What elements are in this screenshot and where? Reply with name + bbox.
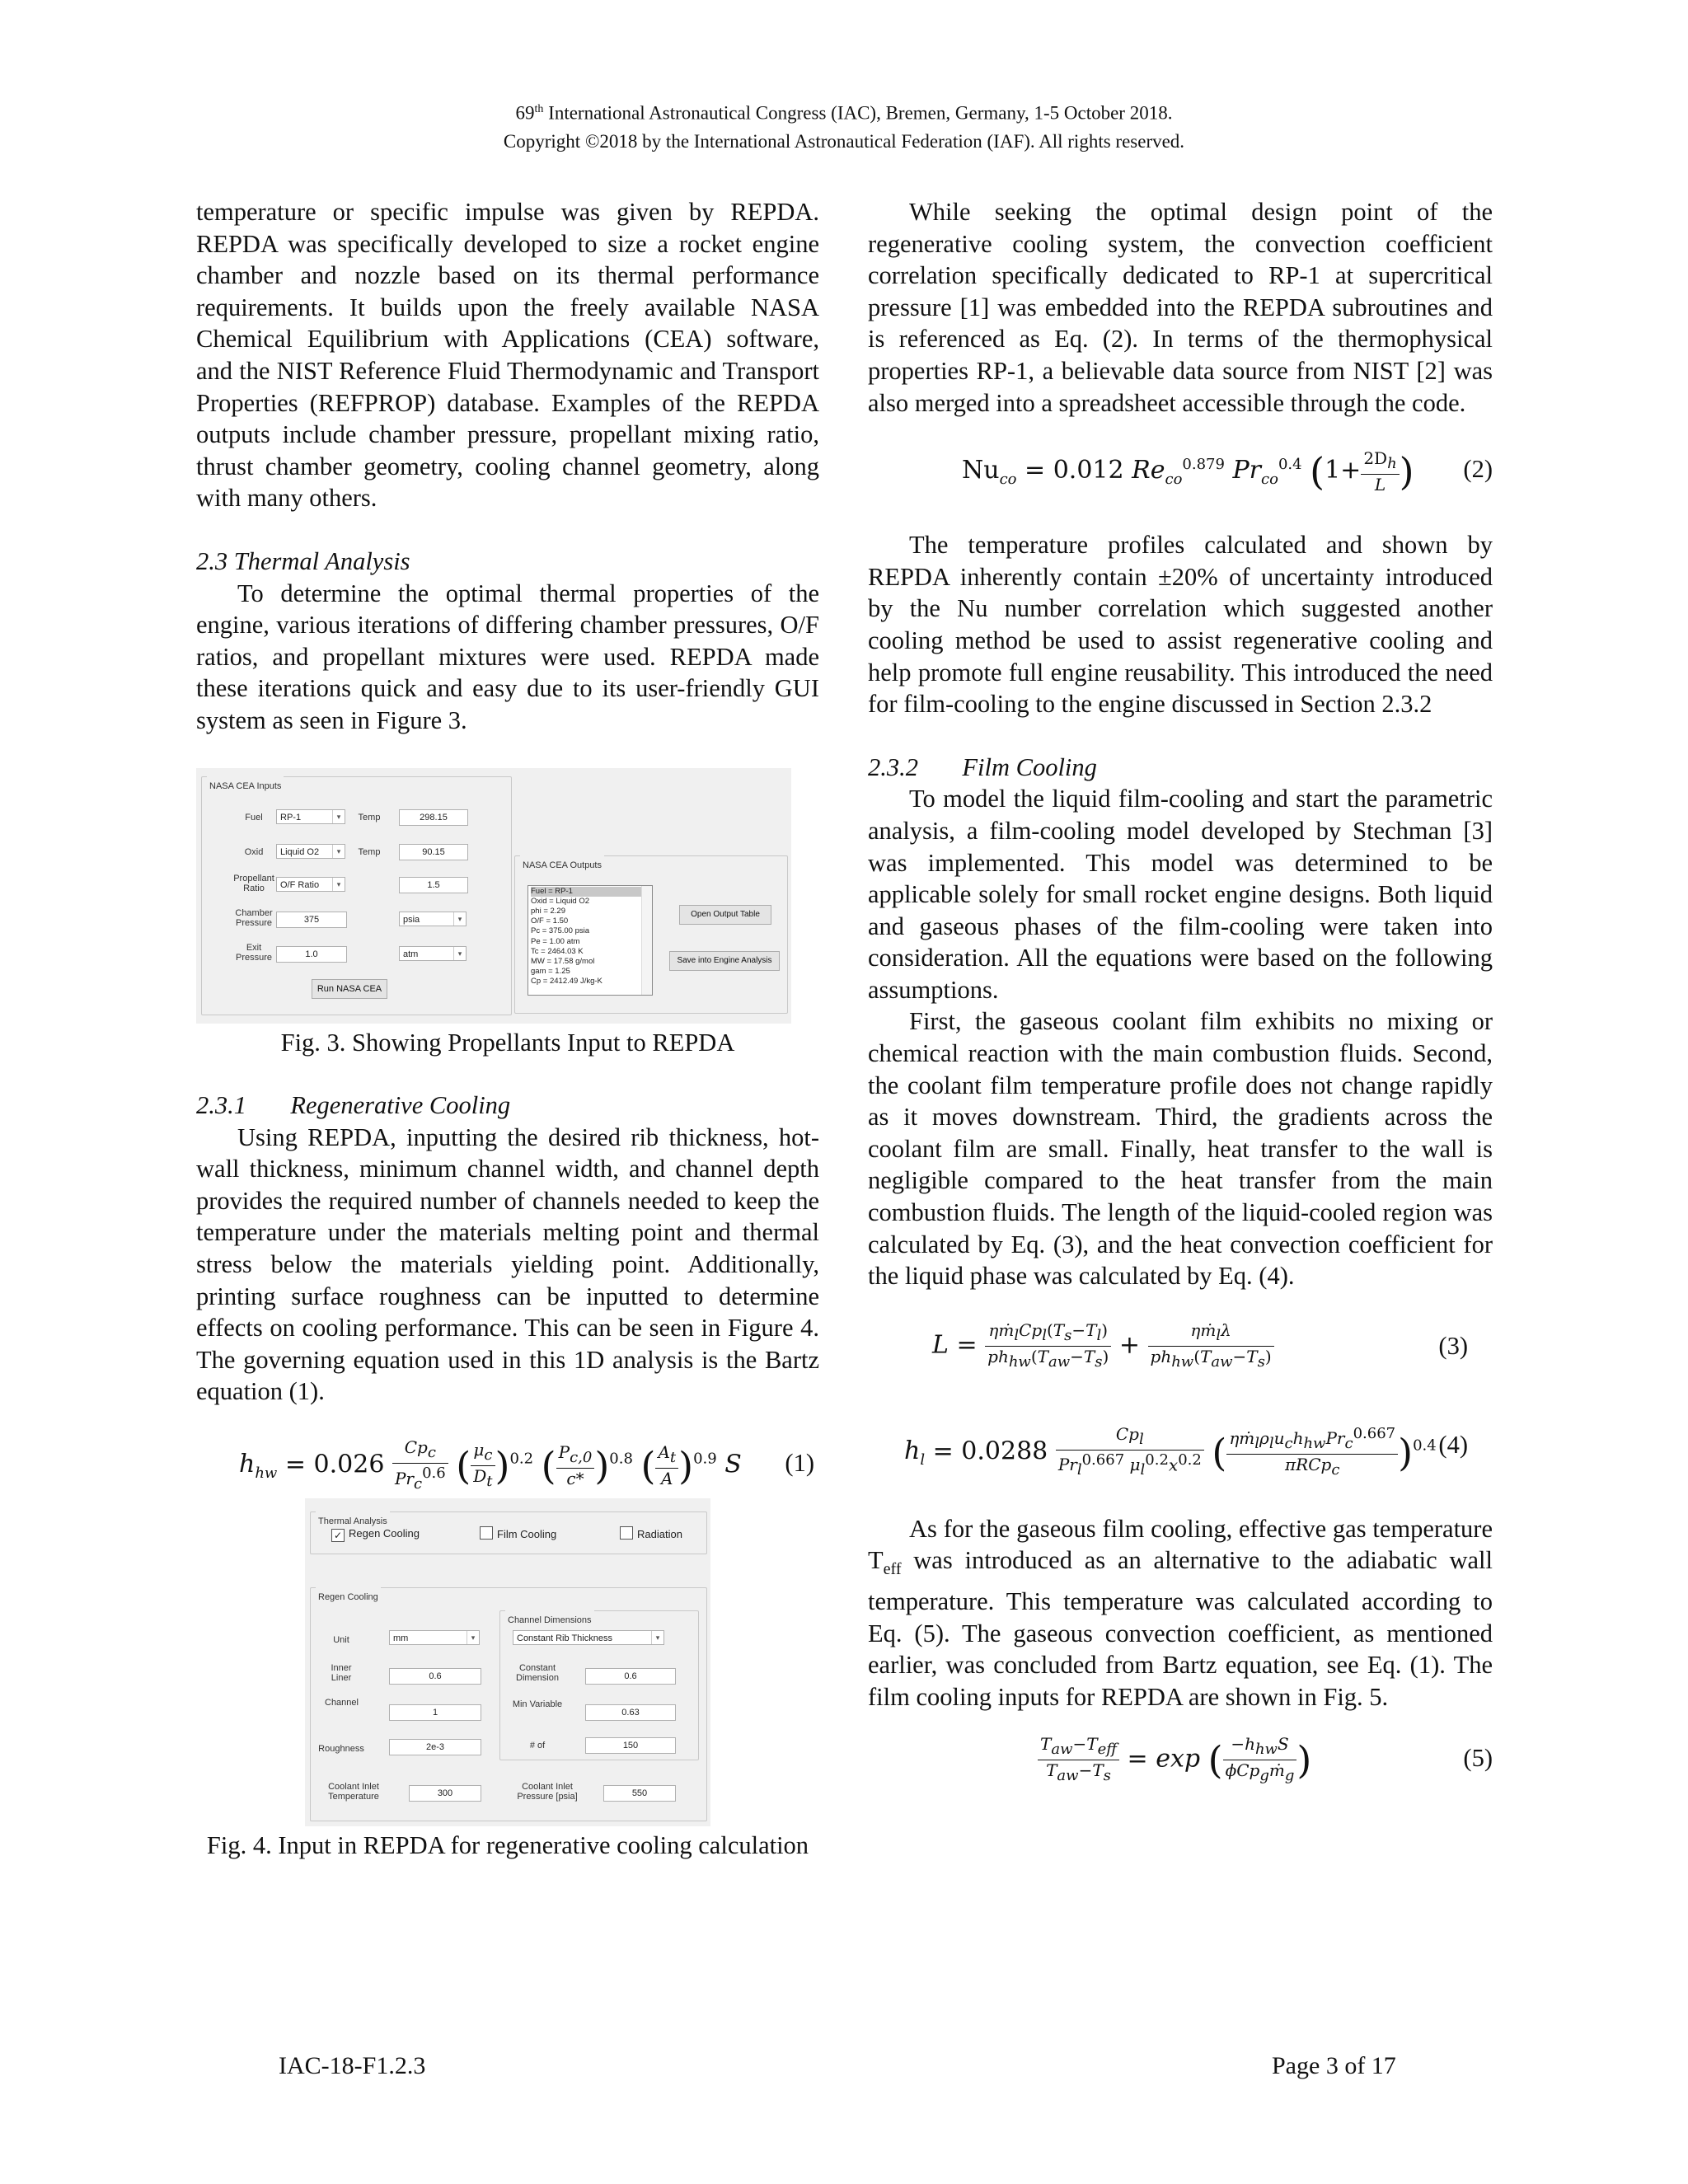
- chevron-down-icon: ▾: [467, 1631, 479, 1644]
- fuel-select[interactable]: RP-1 ▾: [276, 809, 345, 824]
- paragraph: The temperature profiles calculated and shown by REPDA inherently contain ±20% of uncertainty introduced by the Nu number correlation which suggested another cooling method be used to assist regenerative cooling and help promote full engine reusability. This introduced the need for film-cooling to the engine discussed in Section 2.3.2: [868, 531, 1493, 719]
- roughness-input[interactable]: 2e-3: [389, 1739, 481, 1755]
- figure-3-cea-gui: NASA CEA Inputs Fuel RP-1 ▾ Temp 298.15 Oxid Liquid O2 ▾ Temp 90.15 Propellant Ratio O/F Ratio ▾ 1.5 Chamber Pressure 375 psia ▾ Exit Pressure 1.0 atm ▾ Run NASA CEA NASA CEA Outputs Fuel = RP-1 Oxid = Liquid O2 phi = 2.29 O/F = 1.50 Pc = 375.00 psia Pe = 1.00 atm Tc = 2464.03 K MW = 17.58 g/mol gam = 1.25 Cp = 2412.49 J/kg-K Open Output Table Save into Engine Analysis: [196, 768, 791, 1024]
- oxid-temp-input[interactable]: 90.15: [399, 844, 468, 860]
- coolant-inlet-pressure-input[interactable]: 550: [603, 1785, 676, 1802]
- nasa-cea-outputs-panel: NASA CEA Outputs: [514, 855, 788, 1014]
- page-header: [0, 96, 1688, 156]
- figure-4-caption: Fig. 4. Input in REPDA for regenerative cooling calculation: [206, 1831, 809, 1860]
- thermal-analysis-panel: Thermal Analysis: [310, 1511, 707, 1554]
- chevron-down-icon: ▾: [453, 947, 466, 960]
- right-column: [868, 196, 1493, 1805]
- constant-dimension-input[interactable]: 0.6: [585, 1668, 676, 1685]
- section-heading-2-3: 2.3 Thermal Analysis: [196, 546, 410, 575]
- film-cooling-checkbox[interactable]: Film Cooling: [480, 1526, 556, 1542]
- oxid-select[interactable]: Liquid O2 ▾: [276, 844, 345, 859]
- exit-pressure-input[interactable]: 1.0: [276, 946, 347, 963]
- paragraph: While seeking the optimal design point of the regenerative cooling system, the convection coefficient correlation specifically dedicated to RP-1 at supercritical pressure [1] was embedded into the REPDA subroutines and is referenced as Eq. (2). In terms of the thermophysical properties RP-1, a believable data source from NIST [2] was also merged into a spreadsheet accessible through the code.: [868, 198, 1493, 417]
- scrollbar[interactable]: [641, 886, 652, 995]
- chevron-down-icon: ▾: [453, 912, 466, 926]
- open-output-table-button[interactable]: Open Output Table: [679, 905, 771, 925]
- cea-output-row[interactable]: Pe = 1.00 atm: [531, 936, 580, 946]
- cea-output-row[interactable]: MW = 17.58 g/mol: [531, 956, 595, 966]
- radiation-checkbox[interactable]: Radiation: [620, 1526, 682, 1542]
- cea-output-row[interactable]: Oxid = Liquid O2: [531, 896, 590, 906]
- cea-output-row[interactable]: phi = 2.29: [531, 906, 565, 916]
- cea-output-row[interactable]: Tc = 2464.03 K: [531, 946, 584, 956]
- chevron-down-icon: ▾: [651, 1631, 663, 1644]
- paragraph: To model the liquid film-cooling and start the parametric analysis, a film-cooling model developed by Stechman [3] was implemented. This model was determined to be applicable solely for small rocket engine designs. Both liquid and gaseous phases of the film-cooling were taken into consideration. All the equations were based on the following assumptions.: [868, 785, 1493, 1004]
- paragraph: temperature or specific impulse was given by REPDA. REPDA was specifically developed to size a rocket engine chamber and nozzle based on its thermal performance requirements. It builds upon the freely available NASA Chemical Equilibrium with Applications (CEA) software, and the NIST Reference Fluid Thermodynamic and Transport Properties (REFPROP) database. Examples of the REPDA outputs include chamber pressure, propellant mixing ratio, thrust chamber geometry, cooling channel geometry, along with many others.: [196, 198, 819, 513]
- run-nasa-cea-button[interactable]: Run NASA CEA: [312, 979, 387, 999]
- cea-output-row[interactable]: Pc = 375.00 psia: [531, 926, 590, 936]
- chevron-down-icon: ▾: [332, 878, 345, 891]
- conference-line: 69th International Astronautical Congress (IAC), Bremen, Germany, 1-5 October 2018.: [515, 102, 1173, 124]
- cea-output-list[interactable]: [528, 885, 653, 996]
- figure-4-regen-gui: Thermal Analysis ✓ Regen Cooling Film Cooling Radiation Regen Cooling Unit mm ▾ Inner Liner 0.6 Channel 1 Roughness 2e-3 Channel Dimensions Constant Rib Thickness ▾ Constant Dimension 0.6 Min Variable 0.63 # of 150 Coolant Inlet Temperature 300 Coolant Inlet Pressure [psia] 550: [305, 1498, 710, 1826]
- nasa-cea-inputs-panel: NASA CEA Inputs: [201, 776, 512, 1015]
- copyright-line: Copyright ©2018 by the International Astronautical Federation (IAF). All rights reserved.: [503, 130, 1185, 152]
- equation-3: L = $\frac{\eta ṁ_lCp_l(T_s-T_l)}{ph_{hw}(T_{aw}-T_s)}$ + $\frac{\eta ṁ_l\lambda}{ph_{hw}(T_{aw}-T_s)}$ (3): [932, 1319, 1468, 1371]
- fuel-temp-input[interactable]: 298.15: [399, 809, 468, 826]
- section-heading-2-3-1: 2.3.1 Regenerative Cooling: [196, 1091, 511, 1120]
- chevron-down-icon: ▾: [332, 845, 345, 858]
- ratio-input[interactable]: 1.5: [399, 877, 468, 893]
- equation-1: $h_{hw} = 0.026$ $\frac{Cp_c}{Pr_c^{0.6}}$ ( $\frac{\mu_c}{D_t}$ )$^{0.2}$ ( $\frac{P_{c,0}}{c*}$ )$^{0.8}$ ( $\frac{A_t}{A}$ )$^{0.9}$ S (1): [239, 1437, 814, 1493]
- paragraph: Using REPDA, inputting the desired rib thickness, hot-wall thickness, minimum channel width, and channel depth provides the required number of channels needed to keep the temperature under the materials melting point and thermal stress below the materials yielding point. Additionally, printing surface roughness can be inputted to determine effects on cooling performance. This can be seen in Figure 4. The governing equation used in this 1D analysis is the Bartz equation (1).: [196, 1122, 819, 1406]
- section-heading-2-3-2: 2.3.2 Film Cooling: [868, 752, 1097, 781]
- channel-dimensions-panel: Channel Dimensions: [499, 1610, 699, 1760]
- left-column: [196, 196, 819, 1862]
- cea-output-row[interactable]: O/F = 1.50: [531, 916, 569, 926]
- equation-2: $Nu_{co} = 0.012$ $Re_{co}^{0.879}$ $Pr_{co}^{0.4}$ (1+ $\frac{2D_h}{L}$ ) (2): [962, 448, 1493, 495]
- footer-page-number: Page 3 of 17: [1272, 2052, 1396, 2079]
- equation-4: $h_l = 0.0288$ $\frac{Cp_l}{Pr_l^{0.667} \mu_l^{0.2}x^{0.2}}$ ( $\frac{\eta ṁ_l\rho_lu_ch_{hw}Pr_c^{0.667}}{\pi RCp_c}$ )$^{0.4}$ (4): [904, 1423, 1468, 1479]
- cea-output-row[interactable]: Fuel = RP-1: [531, 887, 649, 897]
- regen-cooling-panel: Regen Cooling: [310, 1587, 707, 1821]
- paragraph: As for the gaseous film cooling, effective gas temperature $T_{eff}$ was introduced as an alternative to the adiabatic wall temperature. This temperature was calculated according to Eq. (5). The gaseous convection coefficient, as mentioned earlier, was concluded from Bartz equation, see Eq. (1). The film cooling inputs for REPDA are shown in Fig. 5.: [868, 1514, 1493, 1711]
- chamber-pressure-input[interactable]: 375: [276, 912, 347, 928]
- paragraph: To determine the optimal thermal properties of the engine, various iterations of differing chamber pressures, O/F ratios, and propellant mixtures were used. REPDA made these iterations quick and easy due to its user-friendly GUI system as seen in Figure 3.: [196, 579, 819, 734]
- footer-paper-id: IAC-18-F1.2.3: [279, 2052, 426, 2079]
- check-icon: ✓: [331, 1529, 345, 1542]
- cea-output-row[interactable]: gam = 1.25: [531, 967, 570, 977]
- number-of-channels-input[interactable]: 150: [585, 1737, 676, 1754]
- paragraph: First, the gaseous coolant film exhibits no mixing or chemical reaction with the main combustion fluids. Second, the coolant film temperature profile does not change rapidly as it moves downstream. Third, the gradients across the coolant film are small. Finally, heat transfer to the wall is negligible compared to the heat transfer from the main combustion fluids. The length of the liquid-cooled region was calculated by Eq. (3), and the heat convection coefficient for the liquid phase was calculated by Eq. (4).: [868, 1007, 1493, 1291]
- save-into-engine-analysis-button[interactable]: Save into Engine Analysis: [669, 951, 780, 971]
- equation-5: $\frac{T_{aw}-T_{eff}}{T_{aw}-T_s}$ = exp ( $\frac{-h_{hw}S}{\phi Cp_gṁ_g}$ ) (5): [868, 1731, 1493, 1805]
- chevron-down-icon: ▾: [332, 810, 345, 823]
- min-variable-input[interactable]: 0.63: [585, 1704, 676, 1721]
- regen-cooling-checkbox[interactable]: ✓ Regen Cooling: [331, 1526, 420, 1542]
- inner-liner-input[interactable]: 0.6: [389, 1668, 481, 1685]
- ratio-type-select[interactable]: O/F Ratio ▾: [276, 877, 345, 892]
- exit-unit-select[interactable]: atm ▾: [399, 946, 467, 961]
- cea-output-row[interactable]: Cp = 2412.49 J/kg-K: [531, 977, 603, 987]
- coolant-inlet-temperature-input[interactable]: 300: [409, 1785, 481, 1802]
- channel-input[interactable]: 1: [389, 1704, 481, 1721]
- figure-3-caption: Fig. 3. Showing Propellants Input to REPDA: [280, 1028, 735, 1057]
- chamber-unit-select[interactable]: psia ▾: [399, 912, 467, 926]
- unit-select[interactable]: mm ▾: [389, 1630, 480, 1645]
- dimension-mode-select[interactable]: Constant Rib Thickness ▾: [513, 1630, 664, 1645]
